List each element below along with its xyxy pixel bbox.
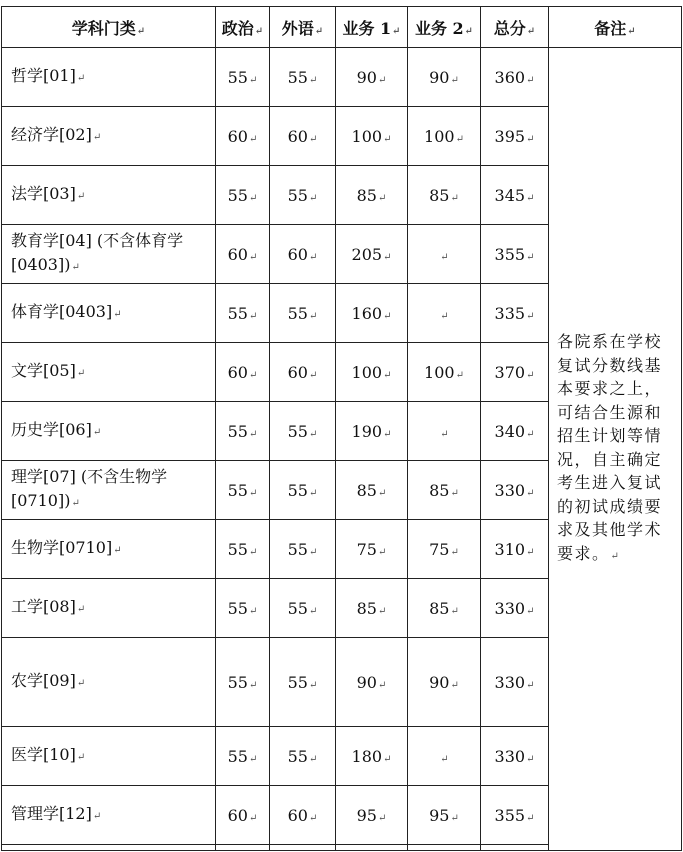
score-value: 360 [494,67,526,87]
score-value: 60 [287,805,308,825]
score-value: 100 [351,362,383,382]
total-cell [481,343,549,402]
score-value: 355 [494,244,526,264]
score-value: 95 [429,805,450,825]
empty-cell [408,845,481,851]
score-value: 60 [287,126,308,146]
total-cell [481,786,549,845]
total-cell [481,638,549,727]
score-value: 90 [356,672,377,692]
total-cell [481,461,549,520]
score-value: 75 [356,539,377,559]
discipline-label: 体育学[0403] [11,301,113,321]
score-value: 60 [287,362,308,382]
score-value: 55 [287,672,308,692]
score-value: 335 [494,303,526,323]
discipline-cell [2,461,216,520]
discipline-label: 教育学[04] (不含体育学[0403]) [11,230,184,274]
language-cell [270,284,336,343]
discipline-label: 农学[09] [11,670,76,690]
score-value: 85 [429,598,450,618]
discipline-label: 经济学[02] [11,124,92,144]
discipline-cell [2,343,216,402]
score-value: 90 [429,672,450,692]
subject1-cell [336,786,408,845]
politics-cell [216,638,270,727]
discipline-cell [2,638,216,727]
language-cell [270,343,336,402]
politics-cell [216,166,270,225]
discipline-cell [2,166,216,225]
total-cell [481,107,549,166]
score-value: 55 [287,67,308,87]
header-row [2,7,682,48]
total-cell [481,48,549,107]
language-cell [270,166,336,225]
discipline-cell [2,107,216,166]
score-value: 345 [494,185,526,205]
empty-cell [216,845,270,851]
score-value: 55 [227,480,248,500]
total-cell [481,284,549,343]
total-cell [481,402,549,461]
score-value: 100 [424,362,455,382]
discipline-label: 生物学[0710] [11,537,113,557]
score-value: 90 [356,67,377,87]
score-value: 60 [227,805,248,825]
score-value: 180 [351,746,383,766]
table-row [2,48,682,107]
total-cell [481,727,549,786]
subject2-cell [408,402,481,461]
subject2-cell [408,786,481,845]
score-value: 55 [227,67,248,87]
discipline-cell [2,520,216,579]
header-total: 总分 ↵ [481,7,549,48]
score-table [1,6,682,851]
header-note: 备注 ↵ [549,7,682,48]
note-text: 各院系在学校复试分数线基本要求之上，可结合生源和招生计划等情况，自主确定考生进入复试的初试成绩要求及其他学术要求。 [557,332,663,563]
discipline-cell [2,727,216,786]
subject1-cell [336,520,408,579]
note-cell [549,48,682,851]
subject2-cell [408,461,481,520]
header-discipline: 学科门类 ↵ [2,7,216,48]
score-value: 60 [227,126,248,146]
subject1-cell [336,579,408,638]
subject1-cell [336,343,408,402]
subject2-cell [408,579,481,638]
score-value: 75 [429,539,450,559]
politics-cell [216,284,270,343]
discipline-cell [2,225,216,284]
score-value: 85 [356,480,377,500]
score-value: 160 [351,303,383,323]
score-value: 55 [287,598,308,618]
score-value: 55 [227,303,248,323]
subject2-cell [408,225,481,284]
subject1-cell [336,727,408,786]
subject2-cell [408,343,481,402]
politics-cell [216,225,270,284]
score-value: 330 [494,746,526,766]
score-value: 85 [429,185,450,205]
score-value: 330 [494,672,526,692]
total-cell [481,225,549,284]
score-value: 340 [494,421,526,441]
language-cell [270,579,336,638]
score-value: 55 [287,421,308,441]
discipline-label: 工学[08] [11,596,76,616]
subject2-cell [408,48,481,107]
discipline-cell [2,402,216,461]
header-subject2: 业务 2 ↵ [408,7,481,48]
politics-cell [216,520,270,579]
language-cell [270,107,336,166]
discipline-label: 法学[03] [11,183,76,203]
politics-cell [216,727,270,786]
score-value: 395 [494,126,526,146]
score-value: 190 [351,421,383,441]
score-value: 85 [429,480,450,500]
subject1-cell [336,107,408,166]
discipline-label: 医学[10] [11,744,76,764]
subject2-cell [408,638,481,727]
score-value: 85 [356,598,377,618]
discipline-cell [2,48,216,107]
header-subject1: 业务 1 ↵ [336,7,408,48]
discipline-cell [2,284,216,343]
score-value: 55 [287,539,308,559]
score-value: 60 [287,244,308,264]
language-cell [270,727,336,786]
politics-cell [216,48,270,107]
total-cell [481,579,549,638]
discipline-label: 理学[07] (不含生物学[0710]) [11,466,168,510]
subject1-cell [336,166,408,225]
politics-cell [216,107,270,166]
subject1-cell [336,402,408,461]
score-value: 55 [227,672,248,692]
score-value: 330 [494,480,526,500]
subject2-cell [408,107,481,166]
language-cell [270,225,336,284]
score-value: 100 [424,126,455,146]
score-value: 370 [494,362,526,382]
subject1-cell [336,48,408,107]
score-value: 55 [227,598,248,618]
score-value: 330 [494,598,526,618]
score-value: 90 [429,67,450,87]
subject2-cell [408,727,481,786]
score-value: 60 [227,244,248,264]
score-value: 95 [356,805,377,825]
score-value: 310 [494,539,526,559]
subject1-cell [336,638,408,727]
politics-cell [216,461,270,520]
language-cell [270,402,336,461]
subject2-cell [408,166,481,225]
subject1-cell [336,461,408,520]
discipline-cell [2,579,216,638]
discipline-label: 文学[05] [11,360,76,380]
score-value: 55 [227,539,248,559]
score-value: 55 [227,421,248,441]
score-value: 55 [287,480,308,500]
discipline-label: 管理学[12] [11,803,92,823]
language-cell [270,461,336,520]
score-value: 55 [287,746,308,766]
score-value: 55 [227,185,248,205]
politics-cell [216,343,270,402]
score-value: 205 [351,244,383,264]
header-politics: 政治 ↵ [216,7,270,48]
empty-cell [481,845,549,851]
politics-cell [216,786,270,845]
header-language: 外语 ↵ [270,7,336,48]
discipline-label: 历史学[06] [11,419,92,439]
discipline-cell [2,786,216,845]
score-value: 60 [227,362,248,382]
empty-cell [2,845,216,851]
discipline-label: 哲学[01] [11,65,76,85]
language-cell [270,786,336,845]
table-body [2,48,682,851]
total-cell [481,520,549,579]
subject2-cell [408,520,481,579]
subject1-cell [336,225,408,284]
politics-cell [216,402,270,461]
empty-cell [336,845,408,851]
score-value: 85 [356,185,377,205]
score-value: 100 [351,126,383,146]
empty-cell [270,845,336,851]
score-value: 55 [287,185,308,205]
language-cell [270,638,336,727]
total-cell [481,166,549,225]
score-value: 55 [227,746,248,766]
language-cell [270,48,336,107]
subject1-cell [336,284,408,343]
score-value: 355 [494,805,526,825]
score-value: 55 [287,303,308,323]
language-cell [270,520,336,579]
subject2-cell [408,284,481,343]
politics-cell [216,579,270,638]
